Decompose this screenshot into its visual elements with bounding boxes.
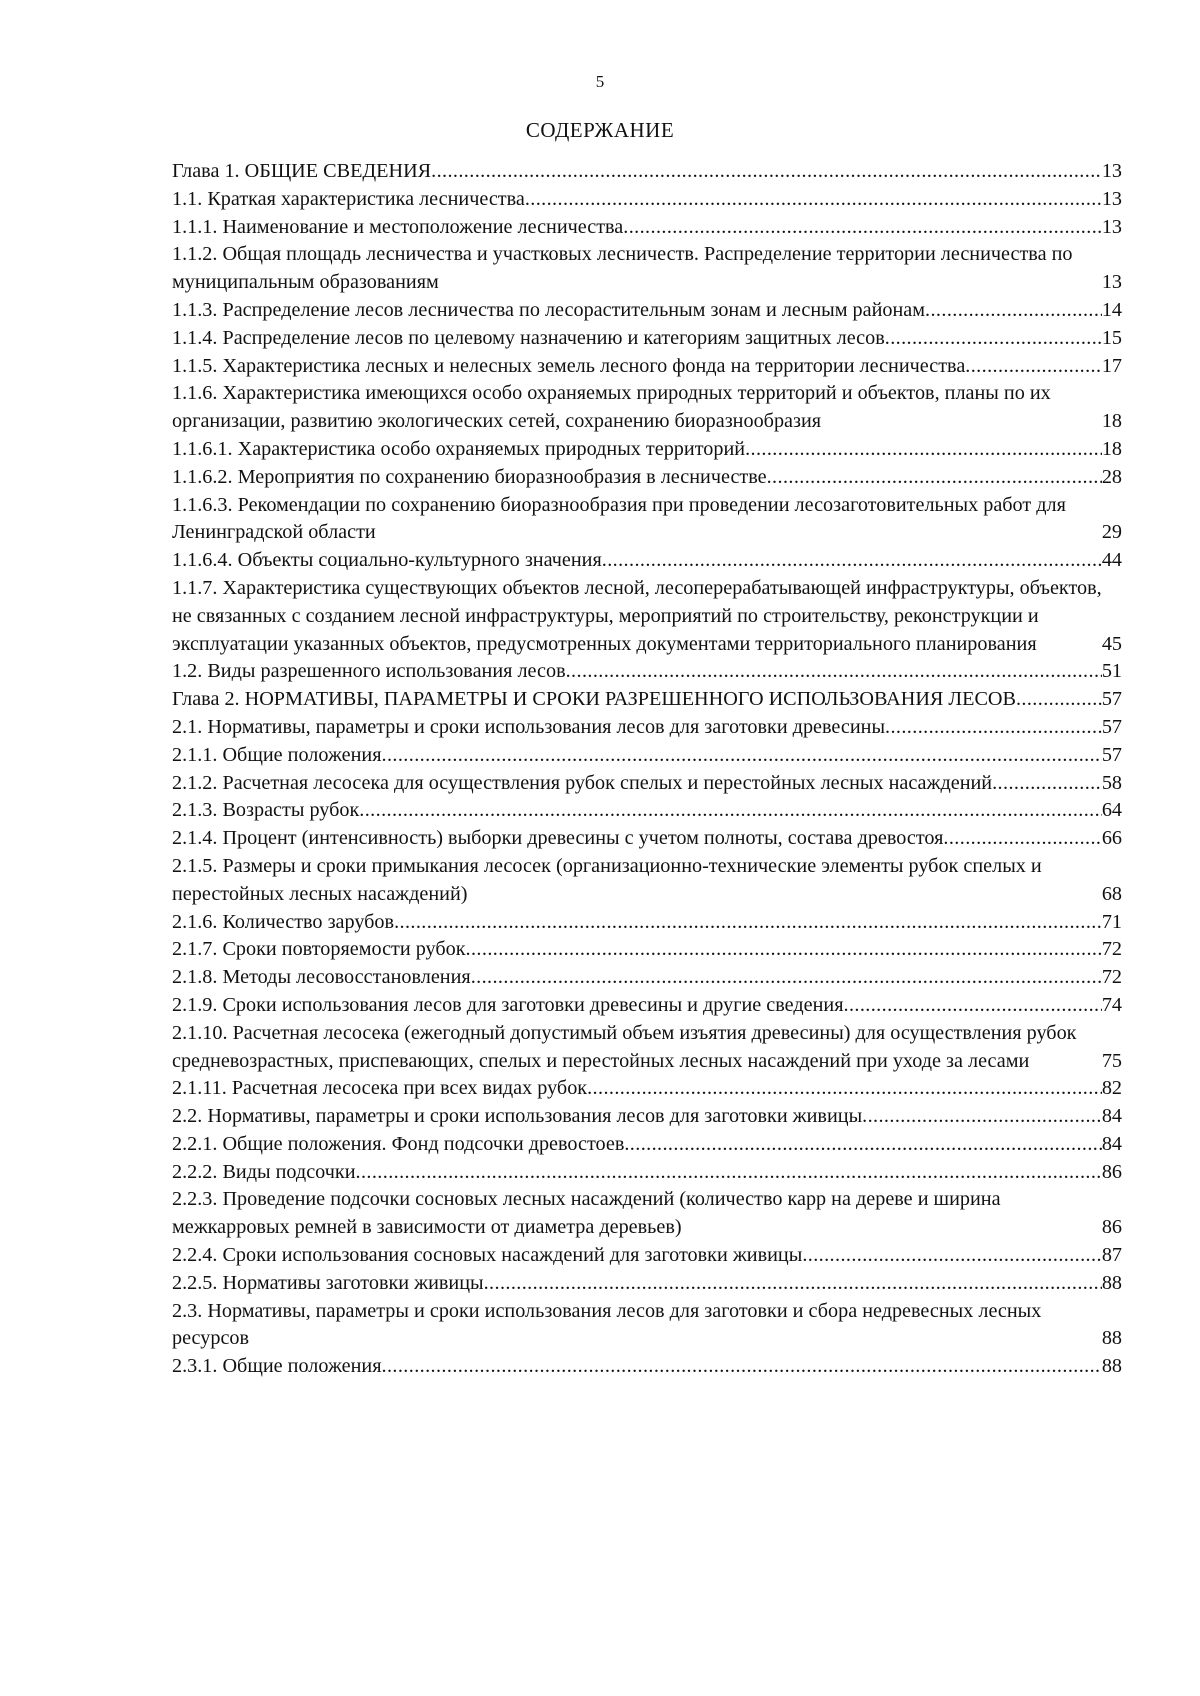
dot-leader [394, 909, 1102, 937]
toc-entry-text: 2.1.4. Процент (интенсивность) выборки древесины с учетом полноты, состава древостоя [172, 827, 944, 850]
toc-entry-page: 66 [1101, 827, 1122, 850]
toc-entry [172, 492, 1122, 548]
toc-entry-text: 2.1.11. Расчетная лесосека при всех видах рубок [172, 1077, 588, 1100]
toc-entry-page: 72 [1101, 966, 1122, 989]
toc-entry-text: 1.1.2. Общая площадь лесничества и участковых лесничеств. Распределение территории лесничества по муниципальным образованиям [172, 243, 1073, 294]
toc-entry-page: 64 [1101, 799, 1122, 822]
toc-entry [172, 797, 1122, 825]
toc-entry-text: 2.1.6. Количество зарубов [172, 910, 395, 933]
toc-entry [172, 325, 1122, 353]
toc-entry [172, 380, 1122, 436]
dot-leader [623, 214, 1102, 242]
toc-entry [172, 853, 1122, 909]
toc-entry-text: 1.1.6.4. Объекты социально-культурного значения [172, 549, 602, 572]
toc-entry-text: 2.2.3. Проведение подсочки сосновых лесных насаждений (количество карр на дереве и ширина межкарровых ремней в зависимости от диаметра деревьев) [172, 1188, 1001, 1239]
toc-entry-page: 71 [1101, 910, 1122, 933]
toc-entry-page: 74 [1101, 993, 1122, 1016]
dot-leader [1016, 686, 1102, 714]
dot-leader [382, 1353, 1102, 1381]
toc-entry [172, 1186, 1122, 1242]
toc-entry-page: 29 [1101, 521, 1122, 544]
toc-entry [172, 464, 1122, 492]
toc-entry [172, 186, 1122, 214]
dot-leader [862, 1103, 1102, 1131]
toc-entry-page: 13 [1101, 271, 1122, 294]
toc-entry-page: 88 [1101, 1327, 1122, 1350]
toc-entry-text: 2.1.10. Расчетная лесосека (ежегодный допустимый объем изъятия древесины) для осуществления рубок средневозрастных, приспевающих, спелых и перестойных лесных насаждений при уходе за лесами [172, 1021, 1077, 1072]
toc-entry [172, 992, 1122, 1020]
toc-entry [172, 436, 1122, 464]
toc-entry-text: 1.1.7. Характеристика существующих объектов лесной, лесоперерабатывающей инфраструктуры, объектов, не связанных с созданием лесной инфраструктуры, мероприятий по строительству, реконструкции и эксплуатации указанных объектов, предусмотренных документами территориального планирования [172, 576, 1102, 655]
dot-leader [382, 742, 1102, 770]
toc-entry-text: 2.1.9. Сроки использования лесов для заготовки древесины и другие сведения [172, 993, 844, 1016]
toc-entry [172, 297, 1122, 325]
dot-leader [925, 297, 1102, 325]
toc-entry [172, 1298, 1122, 1354]
toc-entry-text: 2.1.8. Методы лесовосстановления [172, 966, 471, 989]
toc-entry-text: 2.1.5. Размеры и сроки примыкания лесосек (организационно-технические элементы рубок спелых и перестойных лесных насаждений) [172, 854, 1042, 905]
dot-leader [992, 770, 1102, 798]
toc-entry-text: 1.2. Виды разрешенного использования лесов [172, 660, 566, 683]
toc-entry [172, 214, 1122, 242]
toc-entry-page: 72 [1101, 938, 1122, 961]
toc-entry-text: 2.2.2. Виды подсочки [172, 1160, 356, 1183]
toc-entry [172, 714, 1122, 742]
toc-entry-page: 88 [1101, 1271, 1122, 1294]
toc-entry-page: 18 [1101, 410, 1122, 433]
toc-entry [172, 909, 1122, 937]
toc-entry-page: 57 [1101, 743, 1122, 766]
table-of-contents [172, 158, 1122, 1381]
toc-entry-page: 57 [1101, 715, 1122, 738]
toc-entry-text: 2.2.4. Сроки использования сосновых насаждений для заготовки живицы [172, 1244, 803, 1267]
toc-entry-page: 13 [1101, 215, 1122, 238]
dot-leader [767, 464, 1102, 492]
toc-title: СОДЕРЖАНИЕ [525, 118, 675, 142]
toc-entry [172, 1020, 1122, 1076]
toc-entry-text: 2.2.1. Общие положения. Фонд подсочки древостоев [172, 1132, 625, 1155]
toc-entry-page: 13 [1101, 160, 1122, 182]
toc-entry-page: 44 [1101, 549, 1122, 572]
toc-entry-page: 51 [1101, 660, 1122, 683]
toc-entry-page: 68 [1101, 882, 1122, 905]
toc-entry-page: 57 [1101, 688, 1122, 711]
dot-leader [587, 1075, 1102, 1103]
dot-leader [885, 714, 1102, 742]
dot-leader [602, 547, 1102, 575]
toc-entry-page: 13 [1101, 187, 1122, 210]
toc-entry-text: 1.1.4. Распределение лесов по целевому назначению и категориям защитных лесов [172, 326, 885, 349]
dot-leader [885, 325, 1102, 353]
toc-entry-page: 87 [1101, 1244, 1122, 1267]
toc-entry-text: 1.1.5. Характеристика лесных и нелесных земель лесного фонда на территории лесничества [172, 354, 966, 377]
dot-leader [431, 158, 1102, 186]
dot-leader [471, 964, 1102, 992]
dot-leader [356, 1159, 1102, 1187]
toc-entry-page: 75 [1101, 1049, 1122, 1072]
toc-entry [172, 1103, 1122, 1131]
toc-entry-text: 1.1.6.3. Рекомендации по сохранению биоразнообразия при проведении лесозаготовительных работ для Ленинградской области [172, 493, 1066, 544]
toc-entry [172, 241, 1122, 297]
dot-leader [745, 436, 1102, 464]
toc-entry [172, 1159, 1122, 1187]
toc-entry-page: 84 [1101, 1132, 1122, 1155]
dot-leader [844, 992, 1102, 1020]
toc-entry [172, 825, 1122, 853]
dot-leader [484, 1270, 1102, 1298]
toc-entry-text: 2.1. Нормативы, параметры и сроки использования лесов для заготовки древесины [172, 715, 886, 738]
toc-entry-text: Глава 1. ОБЩИЕ СВЕДЕНИЯ [172, 160, 432, 182]
toc-entry [172, 658, 1122, 686]
toc-entry [172, 1075, 1122, 1103]
toc-entry [172, 936, 1122, 964]
toc-entry-text: 2.1.2. Расчетная лесосека для осуществления рубок спелых и перестойных лесных насаждений [172, 771, 993, 794]
toc-entry-text: 2.2. Нормативы, параметры и сроки использования лесов для заготовки живицы [172, 1105, 863, 1128]
toc-entry [172, 1131, 1122, 1159]
dot-leader [802, 1242, 1102, 1270]
toc-entry-page: 86 [1101, 1216, 1122, 1239]
dot-leader [525, 186, 1102, 214]
dot-leader [624, 1131, 1101, 1159]
toc-entry [172, 1353, 1122, 1381]
toc-entry-page: 86 [1101, 1160, 1122, 1183]
toc-entry [172, 686, 1122, 714]
toc-entry [172, 158, 1122, 186]
toc-entry-text: 2.3.1. Общие положения [172, 1355, 382, 1378]
toc-entry-page: 84 [1101, 1105, 1122, 1128]
toc-entry-text: 1.1.6. Характеристика имеющихся особо охраняемых природных территорий и объектов, планы по их организации, развитию экологических сетей, сохранению биоразнообразия [172, 382, 1051, 433]
toc-entry-page: 18 [1101, 437, 1122, 460]
toc-entry-page: 15 [1101, 326, 1122, 349]
toc-entry [172, 1270, 1122, 1298]
toc-entry [172, 742, 1122, 770]
dot-leader [566, 658, 1102, 686]
toc-entry-page: 17 [1101, 354, 1122, 377]
dot-leader [943, 825, 1101, 853]
toc-entry [172, 770, 1122, 798]
toc-entry-page: 45 [1101, 632, 1122, 655]
toc-entry [172, 575, 1122, 658]
page-number: 5 [595, 72, 605, 91]
toc-entry-text: 2.1.3. Возрасты рубок [172, 799, 360, 822]
toc-entry-text: Глава 2. НОРМАТИВЫ, ПАРАМЕТРЫ И СРОКИ РАЗРЕШЕННОГО ИСПОЛЬЗОВАНИЯ ЛЕСОВ [172, 688, 1016, 711]
toc-entry-page: 58 [1101, 771, 1122, 794]
dot-leader [965, 353, 1102, 381]
toc-entry-page: 82 [1101, 1077, 1122, 1100]
toc-entry-page: 88 [1101, 1355, 1122, 1378]
toc-entry [172, 547, 1122, 575]
dot-leader [466, 936, 1102, 964]
toc-entry-text: 2.1.1. Общие положения [172, 743, 382, 766]
toc-entry-text: 1.1.1. Наименование и местоположение лесничества [172, 215, 624, 238]
dot-leader [359, 797, 1102, 825]
toc-entry-text: 2.3. Нормативы, параметры и сроки использования лесов для заготовки и сбора недревесных лесных ресурсов [172, 1299, 1042, 1350]
toc-entry-text: 1.1. Краткая характеристика лесничества [172, 187, 525, 210]
toc-entry-text: 1.1.3. Распределение лесов лесничества по лесорастительным зонам и лесным районам [172, 298, 926, 321]
toc-entry-text: 2.2.5. Нормативы заготовки живицы [172, 1271, 484, 1294]
toc-entry-text: 1.1.6.2. Мероприятия по сохранению биоразнообразия в лесничестве [172, 465, 767, 488]
toc-entry [172, 964, 1122, 992]
toc-entry [172, 353, 1122, 381]
toc-entry [172, 1242, 1122, 1270]
toc-entry-page: 14 [1101, 298, 1122, 321]
toc-entry-text: 2.1.7. Сроки повторяемости рубок [172, 938, 466, 961]
toc-entry-text: 1.1.6.1. Характеристика особо охраняемых природных территорий [172, 437, 746, 460]
toc-entry-page: 28 [1101, 465, 1122, 488]
